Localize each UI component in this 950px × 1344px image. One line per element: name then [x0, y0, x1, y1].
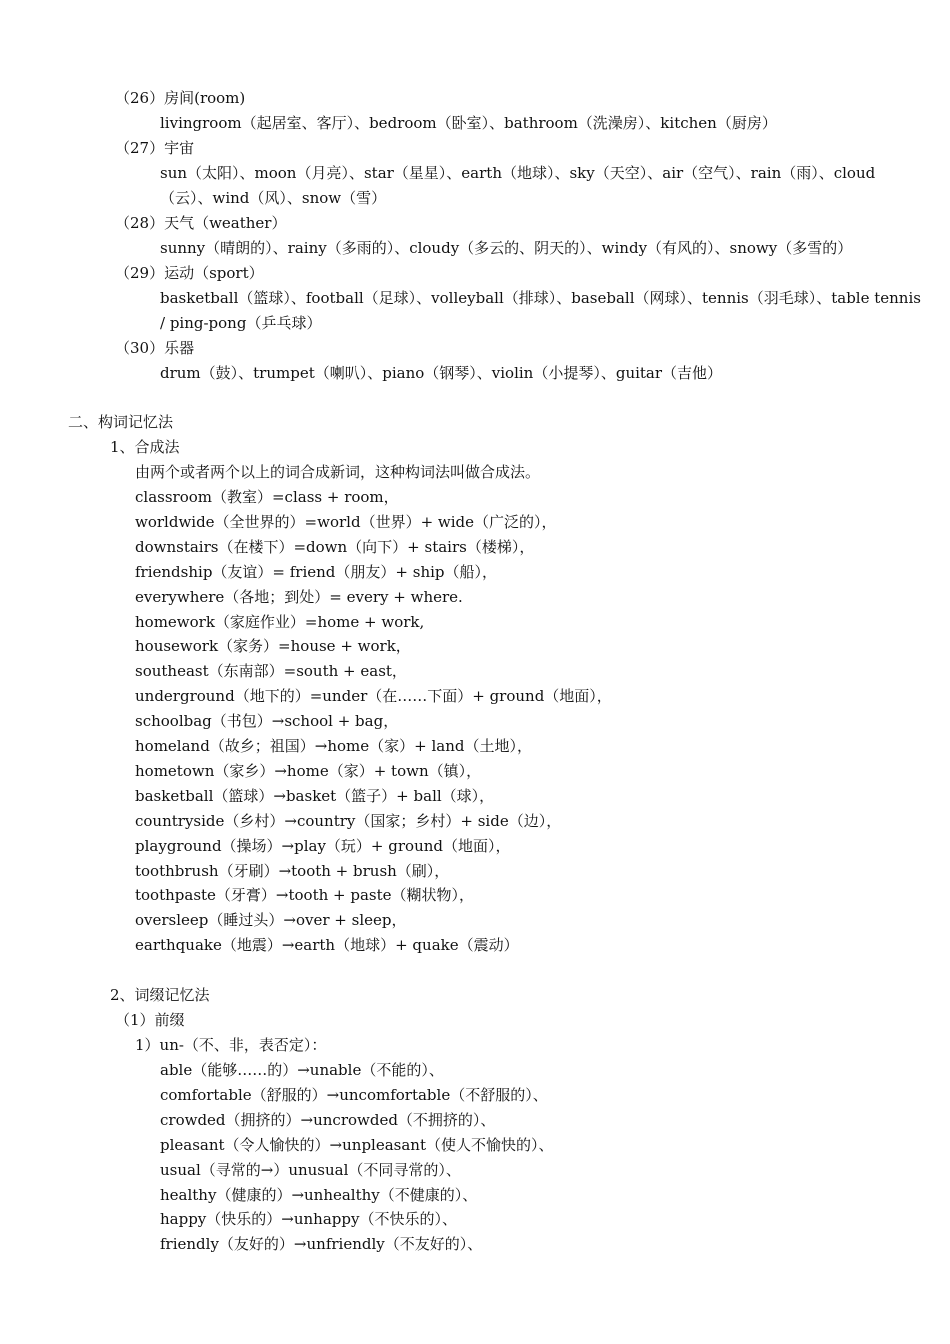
compound-example-line: schoolbag（书包）→school + bag， [135, 712, 399, 731]
compound-example-line: downstairs（在楼下）=down（向下）+ stairs（楼梯）， [135, 537, 535, 556]
compound-example-line: playground（操场）→play（玩）+ ground（地面）， [135, 836, 511, 855]
compound-example-line: classroom（教室）=class + room， [135, 488, 399, 506]
compound-example-line: countryside（乡村）→country（国家；乡村）+ side（边）， [135, 811, 562, 830]
compound-example-line: underground（地下的）=under（在……下面）+ ground（地面）， [135, 687, 612, 706]
affix-title: 2、词缀记忆法 [110, 986, 210, 1004]
compound-example-line: homeland（故乡；祖国）→home（家）+ land（土地）， [135, 737, 532, 755]
weather-heading: （28）天气（weather） [115, 214, 287, 232]
prefix-title: （1）前缀 [115, 1011, 185, 1029]
un-example-line: friendly（友好的）→unfriendly（不友好的）、 [160, 1235, 483, 1254]
un-example-line: able（能够……的）→unable（不能的）、 [160, 1061, 444, 1079]
compound-example-line: housework（家务）=house + work， [135, 637, 411, 656]
compound-example-line: homework（家庭作业）=home + work, [135, 612, 425, 631]
compound-example-line: southeast（东南部）=south + east， [135, 662, 407, 681]
un-example-line: pleasant（令人愉快的）→unpleasant（使人不愉快的）、 [160, 1135, 554, 1154]
compound-example-line: toothbrush（牙刷）→tooth + brush（刷）， [135, 861, 450, 880]
instrument-heading: （30）乐器 [115, 339, 195, 357]
compound-title: 1、合成法 [110, 438, 180, 456]
compound-example-line: toothpaste（牙膏）→tooth + paste（糊状物）， [135, 886, 475, 905]
un-example-line: happy（快乐的）→unhappy（不快乐的）、 [160, 1210, 457, 1229]
instrument-words: drum（鼓）、trumpet（喇叭）、piano（钢琴）、violin（小提琴）、guitar（吉他） [160, 364, 723, 382]
weather-words: sunny（晴朗的）、rainy（多雨的）、cloudy（多云的、阴天的）、windy（有风的）、snowy（多雪的） [160, 239, 853, 257]
compound-example-line: earthquake（地震）→earth（地球）+ quake（震动） [135, 936, 519, 955]
un-example-line: crowded（拥挤的）→uncrowded（不拥挤的）、 [160, 1110, 496, 1129]
compound-intro: 由两个或者两个以上的词合成新词，这种构词法叫做合成法。 [135, 463, 541, 481]
compound-example-line: everywhere（各地；到处）= every + where. [135, 587, 463, 606]
universe-words-line1: sun（太阳）、moon（月亮）、star（星星）、earth（地球）、sky（天空）、air（空气）、rain（雨）、cloud [160, 164, 876, 182]
universe-words-line2: （云）、wind（风）、snow（雪） [160, 189, 387, 207]
universe-heading: （27）宇宙 [115, 139, 195, 157]
room-heading: （26）房间(room) [115, 89, 246, 107]
compound-example-line: worldwide（全世界的）=world（世界）+ wide（广泛的）， [135, 512, 557, 531]
un-example-line: comfortable（舒服的）→uncomfortable（不舒服的）、 [160, 1085, 548, 1104]
sport-heading: （29）运动（sport） [115, 264, 264, 282]
room-words: livingroom（起居室、客厅）、bedroom（卧室）、bathroom（洗澡房）、kitchen（厨房） [160, 114, 777, 132]
un-example-line: usual（寻常的→）unusual（不同寻常的）、 [160, 1160, 461, 1179]
compound-example-line: hometown（家乡）→home（家）+ town（镇）， [135, 761, 482, 780]
sport-words-line2: / ping-pong（乒乓球） [160, 314, 322, 332]
sport-words-line1: basketball（篮球）、football（足球）、volleyball（排球）、baseball（网球）、tennis（羽毛球）、table tennis [160, 289, 921, 307]
compound-example-line: oversleep（睡过头）→over + sleep， [135, 911, 407, 930]
compound-example-line: friendship（友谊）= friend（朋友）+ ship（船）， [135, 562, 498, 581]
section-title: 二、构词记忆法 [68, 413, 174, 431]
un-example-line: healthy（健康的）→unhealthy（不健康的）、 [160, 1185, 478, 1204]
compound-example-line: basketball（篮球）→basket（篮子）+ ball（球）， [135, 786, 495, 805]
un-prefix-title: 1）un-（不、非，表否定）： [135, 1036, 327, 1054]
